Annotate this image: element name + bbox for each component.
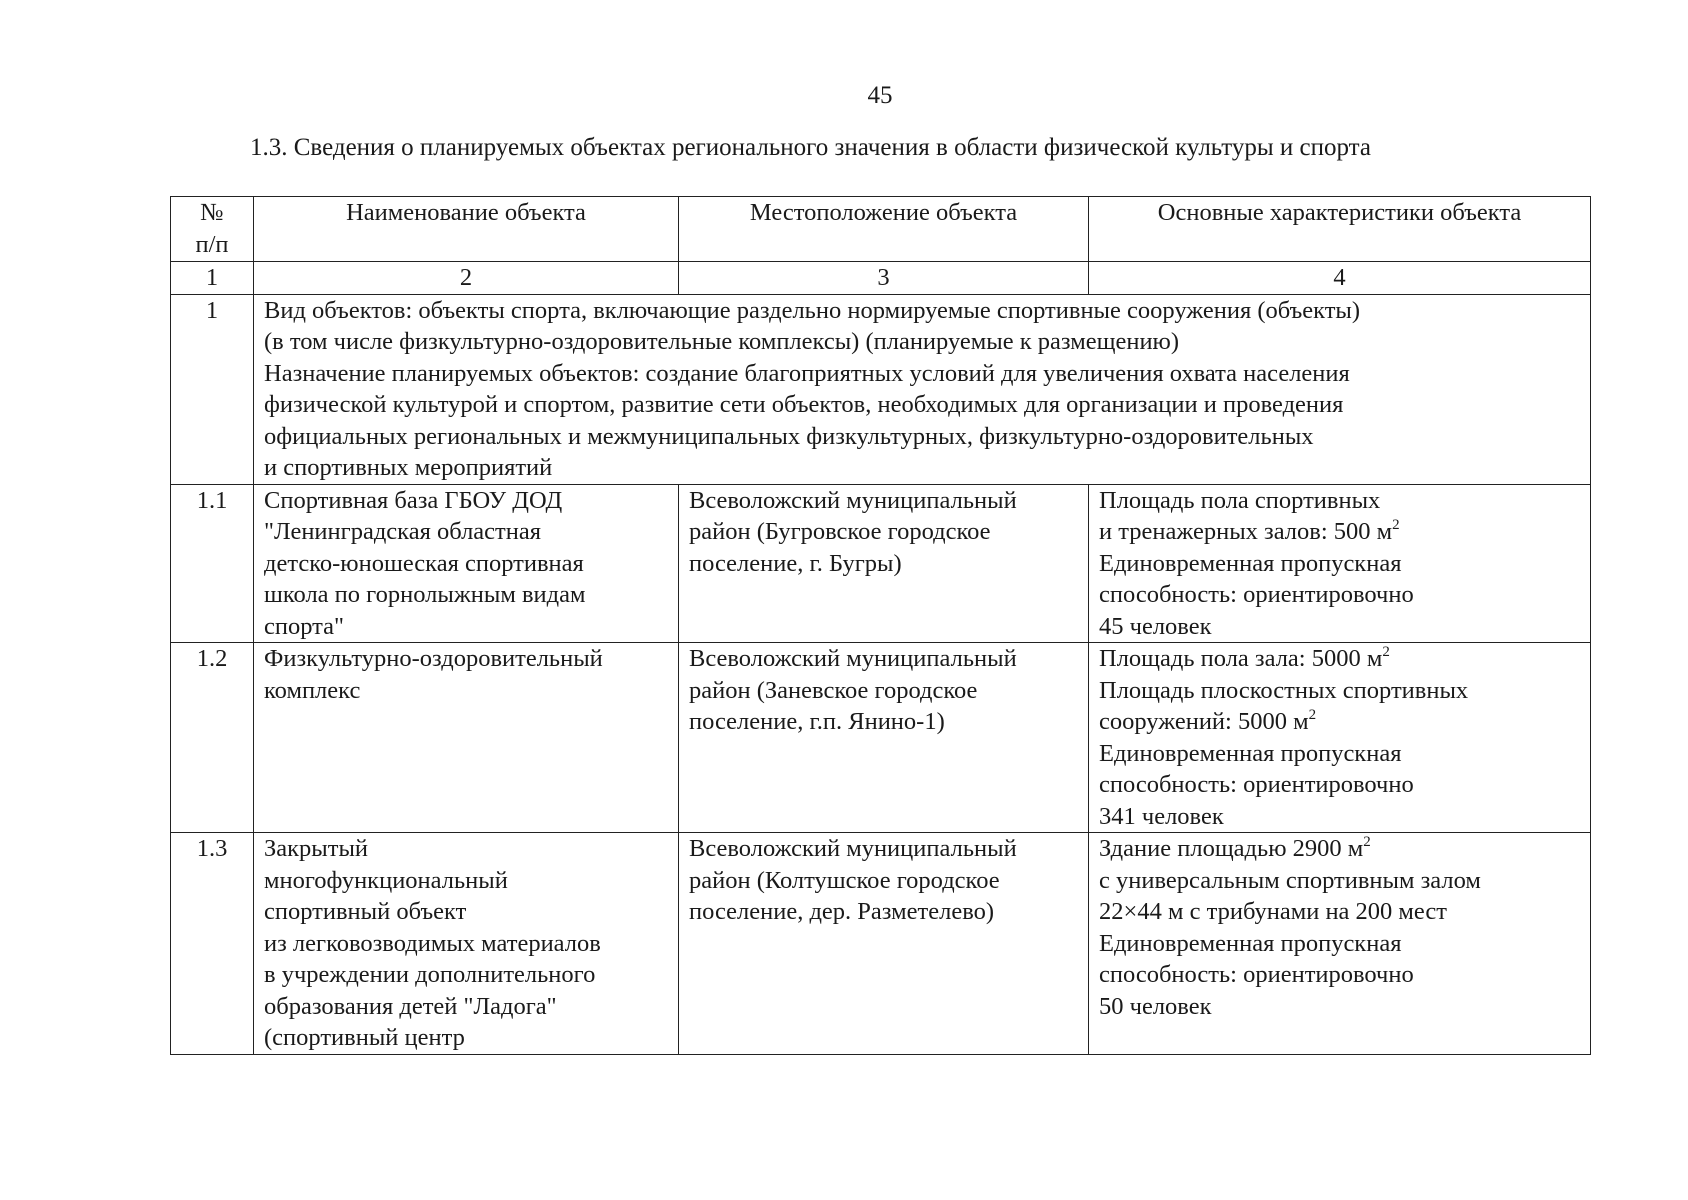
section-heading: 1.3. Сведения о планируемых объектах регионального значения в области физической культуры и спорта: [250, 134, 1371, 161]
column-number: 4: [1089, 262, 1591, 295]
column-number: 2: [254, 262, 679, 295]
group-description: Вид объектов: объекты спорта, включающие раздельно нормируемые спортивные сооружения (объекты) (в том числе физкультурно-оздоровительные комплексы) (планируемые к размещению) Назначение планируемых объектов: создание благоприятных условий для увеличения охвата населения физической культурой и спортом, развитие сети объектов, необходимых для организации и проведения официальных региональных и межмуниципальных физкультурных, физкультурно-оздоровительных и спортивных мероприятий: [254, 294, 1591, 484]
table-row: [171, 484, 1591, 643]
object-name: Спортивная база ГБОУ ДОД "Ленинградская областная детско-юношеская спортивная школа по горнолыжным видам спорта": [254, 484, 679, 643]
header-characteristics: Основные характеристики объекта: [1089, 197, 1591, 262]
column-number: 1: [171, 262, 254, 295]
group-row: [171, 294, 1591, 484]
header-location: Местоположение объекта: [679, 197, 1089, 262]
object-characteristics: Здание площадью 2900 $м^2$ с универсальным спортивным залом 22×44 м с трибунами на 200 мест Единовременная пропускная способность: ориентировочно 50 человек: [1089, 833, 1591, 1055]
column-number-row: [171, 262, 1591, 295]
table-row: [171, 833, 1591, 1055]
object-location: Всеволожский муниципальный район (Заневское городское поселение, г.п. Янино-1): [679, 643, 1089, 833]
row-num: 1.3: [171, 833, 254, 1055]
page-number: 45: [867, 82, 893, 109]
header-name: Наименование объекта: [254, 197, 679, 262]
group-num: 1: [171, 294, 254, 484]
object-characteristics: Площадь пола спортивных и тренажерных залов: 500 $м^2$ Единовременная пропускная способность: ориентировочно 45 человек: [1089, 484, 1591, 643]
header-row: [171, 197, 1591, 262]
column-number: 3: [679, 262, 1089, 295]
object-name: Физкультурно-оздоровительный комплекс: [254, 643, 679, 833]
table-row: [171, 643, 1591, 833]
row-num: 1.1: [171, 484, 254, 643]
object-characteristics: Площадь пола зала: 5000 $м^2$ Площадь плоскостных спортивных сооружений: 5000 $м^2$ Единовременная пропускная способность: ориентировочно 341 человек: [1089, 643, 1591, 833]
object-location: Всеволожский муниципальный район (Бугровское городское поселение, г. Бугры): [679, 484, 1089, 643]
object-name: Закрытый многофункциональный спортивный объект из легковозводимых материалов в учреждении дополнительного образования детей "Ладога" (спортивный центр: [254, 833, 679, 1055]
object-location: Всеволожский муниципальный район (Колтушское городское поселение, дер. Разметелево): [679, 833, 1089, 1055]
header-num: № п/п: [171, 197, 254, 262]
row-num: 1.2: [171, 643, 254, 833]
objects-table: [170, 196, 1591, 1055]
